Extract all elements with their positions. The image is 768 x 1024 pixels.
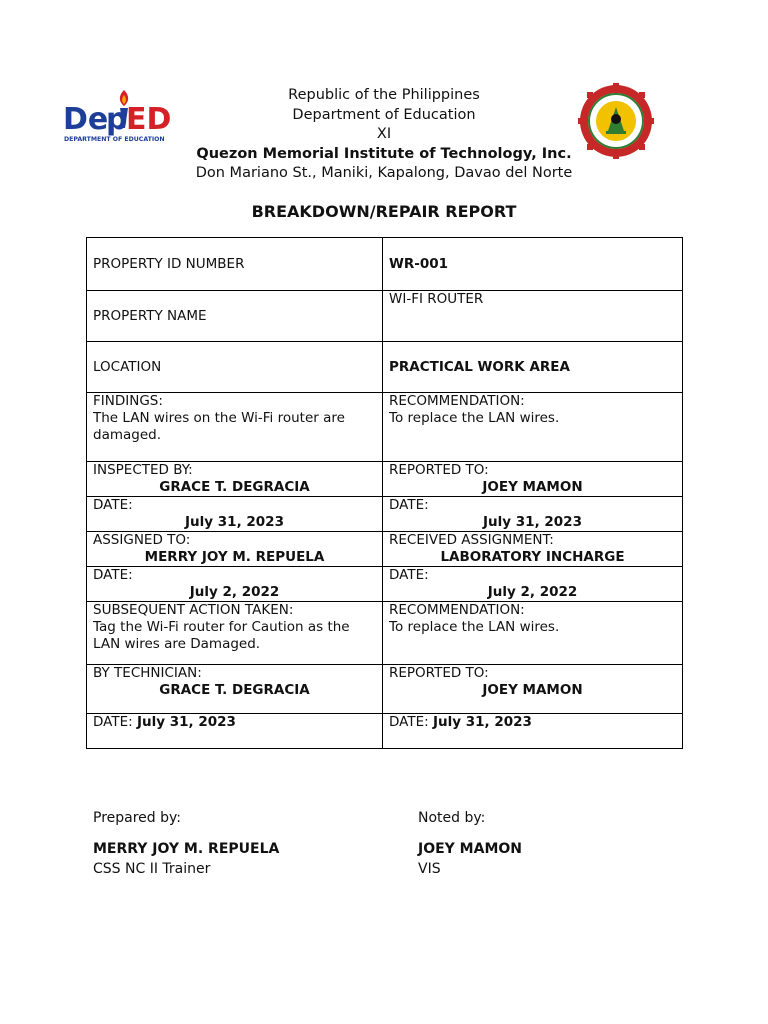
table-row	[87, 714, 683, 749]
subsequent-action-cell	[87, 602, 383, 665]
date-value: July 31, 2023	[185, 514, 284, 530]
date-cell	[383, 567, 683, 602]
school-address: Don Mariano St., Maniki, Kapalong, Davao del Norte	[195, 165, 573, 181]
reported-to-name: JOEY MAMON	[482, 479, 583, 495]
findings-label: FINDINGS:	[93, 393, 163, 409]
received-assignment-name: LABORATORY INCHARGE	[440, 549, 625, 565]
country-line: Republic of the Philippines	[288, 87, 480, 103]
date-cell	[383, 497, 683, 532]
table-row	[87, 462, 683, 497]
department-line: Department of Education	[292, 106, 476, 123]
table-row	[87, 665, 683, 714]
subsequent-action-text: Tag the Wi-Fi router for Caution as the LAN wires are Damaged.	[93, 619, 350, 652]
received-assignment-label: RECEIVED ASSIGNMENT:	[389, 532, 554, 548]
report-table	[86, 237, 683, 749]
location-value: PRACTICAL WORK AREA	[383, 342, 683, 393]
property-id-label: PROPERTY ID NUMBER	[87, 238, 383, 291]
recommendation-text: To replace the LAN wires.	[389, 619, 560, 635]
table-row	[87, 291, 683, 342]
table-row	[87, 497, 683, 532]
svg-text:p: p	[106, 102, 128, 137]
recommendation-cell	[383, 602, 683, 665]
technician-cell	[87, 665, 383, 714]
location-label: LOCATION	[87, 342, 383, 393]
date-cell	[87, 497, 383, 532]
property-name-value: WI-FI ROUTER	[383, 291, 683, 342]
prepared-by-label: Prepared by:	[93, 810, 181, 826]
svg-text:DEPARTMENT OF EDUCATION: DEPARTMENT OF EDUCATION	[64, 136, 165, 143]
assigned-to-name: MERRY JOY M. REPUELA	[144, 549, 325, 565]
inspected-by-name: GRACE T. DEGRACIA	[159, 479, 310, 495]
inspected-by-cell	[87, 462, 383, 497]
reported-to-cell	[383, 462, 683, 497]
prepared-by-block	[93, 808, 279, 879]
date-label: DATE:	[389, 714, 433, 730]
table-row	[87, 602, 683, 665]
date-cell	[87, 714, 383, 749]
subsequent-action-label: SUBSEQUENT ACTION TAKEN:	[93, 602, 294, 618]
assigned-to-cell	[87, 532, 383, 567]
reported-to-label: REPORTED TO:	[389, 462, 489, 478]
report-title: BREAKDOWN/REPAIR REPORT	[251, 202, 517, 221]
recommendation-label: RECOMMENDATION:	[389, 393, 525, 409]
date-label: DATE:	[389, 567, 429, 583]
date-value: July 31, 2023	[432, 714, 532, 730]
date-label: DATE:	[93, 714, 137, 730]
reported-to-label: REPORTED TO:	[389, 665, 489, 681]
date-value: July 31, 2023	[136, 714, 236, 730]
date-cell	[87, 567, 383, 602]
table-row	[87, 342, 683, 393]
date-value: July 2, 2022	[487, 584, 578, 600]
letterhead	[0, 86, 768, 184]
school-name: Quezon Memorial Institute of Technology, Inc.	[196, 145, 572, 162]
date-value: July 2, 2022	[189, 584, 280, 600]
table-row	[87, 393, 683, 462]
date-label: DATE:	[93, 497, 133, 513]
inspected-by-label: INSPECTED BY:	[93, 462, 193, 478]
table-row	[87, 532, 683, 567]
date-label: DATE:	[93, 567, 133, 583]
table-row	[87, 567, 683, 602]
prepared-by-name: MERRY JOY M. REPUELA	[93, 841, 280, 857]
table-row	[87, 238, 683, 291]
assigned-to-label: ASSIGNED TO:	[93, 532, 191, 548]
date-label: DATE:	[389, 497, 429, 513]
technician-label: BY TECHNICIAN:	[93, 665, 202, 681]
property-id-value: WR-001	[383, 238, 683, 291]
noted-by-name: JOEY MAMON	[418, 841, 523, 857]
property-name-label: PROPERTY NAME	[87, 291, 383, 342]
recommendation-label: RECOMMENDATION:	[389, 602, 525, 618]
noted-by-role: VIS	[418, 861, 441, 877]
region-line: XI	[376, 126, 392, 142]
svg-text:ED: ED	[126, 102, 172, 137]
findings-cell	[87, 393, 383, 462]
noted-by-label: Noted by:	[418, 810, 486, 826]
date-cell	[383, 714, 683, 749]
date-value: July 31, 2023	[483, 514, 582, 530]
recommendation-cell	[383, 393, 683, 462]
received-assignment-cell	[383, 532, 683, 567]
reported-to-cell	[383, 665, 683, 714]
noted-by-block	[418, 808, 522, 879]
recommendation-text: To replace the LAN wires.	[389, 410, 560, 426]
findings-text: The LAN wires on the Wi-Fi router are damaged.	[93, 410, 345, 443]
svg-text:De: De	[63, 102, 109, 137]
reported-to-name: JOEY MAMON	[482, 682, 583, 698]
prepared-by-role: CSS NC II Trainer	[93, 861, 211, 877]
technician-name: GRACE T. DEGRACIA	[159, 682, 310, 698]
